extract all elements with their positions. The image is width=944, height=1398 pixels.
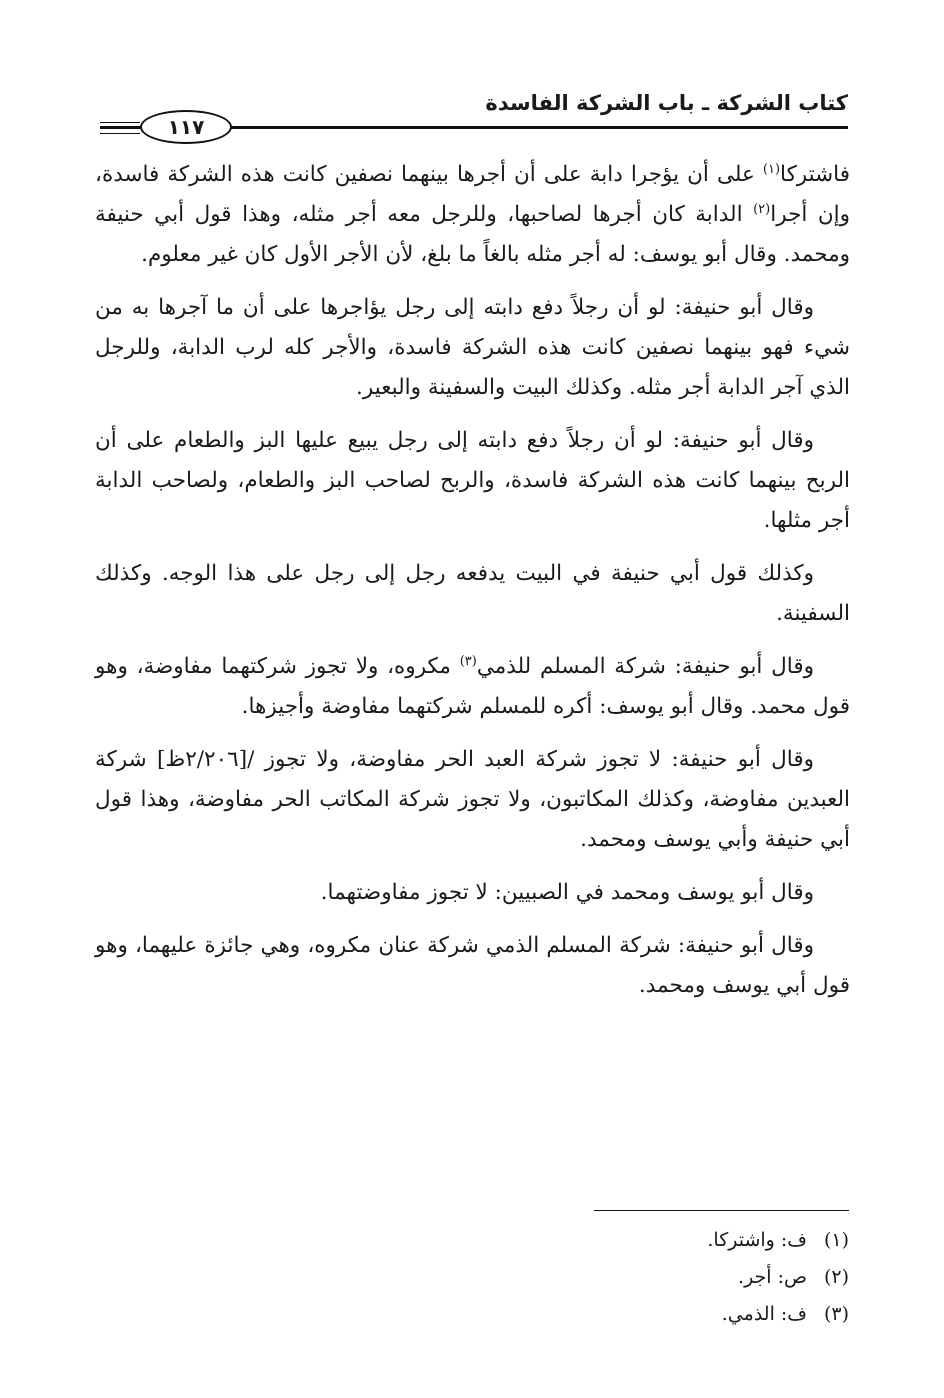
footnote-ref-2: (٢) <box>753 201 771 217</box>
page-number: ١١٧ <box>140 110 232 144</box>
footnote-number: (١) <box>823 1229 849 1251</box>
paragraph-5-b: مكروه، ولا تجوز شركتهما مفاوضة، وهو قول محمد. وقال أبو يوسف: أكره للمسلم شركتهما مفاوضة وأجيزها. <box>95 654 850 719</box>
footnote-text: ف: واشتركا. <box>707 1229 807 1251</box>
footnote-text: ص: أجر. <box>738 1266 807 1288</box>
footnote-1 <box>449 1222 849 1259</box>
header-title: كتاب الشركة ـ باب الشركة الفاسدة <box>485 91 848 115</box>
paragraph-1-c: الدابة كان أجرها لصاحبها، وللرجل معه أجر مثله، وهذا قول أبي حنيفة ومحمد. وقال أبو يوسف: له أجر مثله بالغاً ما بلغ، لأن الأجر الأول كان غير معلوم. <box>95 202 850 267</box>
running-header <box>100 88 848 148</box>
paragraph-4: وكذلك قول أبي حنيفة في البيت يدفعه رجل إلى رجل على هذا الوجه. وكذلك السفينة. <box>95 561 850 626</box>
paragraph-1 <box>95 155 850 275</box>
footnote-ref-1: (١) <box>762 161 781 177</box>
paragraph-7: وقال أبو يوسف ومحمد في الصبيين: لا تجوز مفاوضتهما. <box>320 880 814 905</box>
paragraph-2: وقال أبو حنيفة: لو أن رجلاً دفع دابته إلى رجل يؤاجرها على أن ما آجرها به من شيء فهو بينهما نصفين كانت هذه الشركة فاسدة، والأجر كله لرب الدابة، وللرجل الذي آجر الدابة أجر مثله. وكذلك البيت والسفينة والبعير. <box>95 295 850 400</box>
paragraph-8: وقال أبو حنيفة: شركة المسلم الذمي شركة عنان مكروه، وهي جائزة عليهما، وهو قول أبي يوسف ومحمد. <box>95 933 850 998</box>
paragraph-5 <box>95 647 850 727</box>
paragraph-1-a: فاشتركا <box>780 162 850 187</box>
footnote-2 <box>449 1259 849 1296</box>
footnote-ref-3: (٣) <box>459 653 477 669</box>
paragraph-5-a: وقال أبو حنيفة: شركة المسلم للذمي <box>476 654 814 679</box>
footnote-separator <box>594 1210 849 1211</box>
main-text <box>95 155 850 1019</box>
header-rule-thin-top <box>100 122 140 123</box>
header-rule-thin-bottom <box>100 133 140 134</box>
footnotes <box>449 1222 849 1333</box>
footnote-text: ف: الذمي. <box>721 1303 807 1325</box>
footnote-number: (٣) <box>823 1303 849 1325</box>
paragraph-6: وقال أبو حنيفة: لا تجوز شركة العبد الحر مفاوضة، ولا تجوز /[٢/٢٠٦ظ] شركة العبدين مفاوضة، وكذلك المكاتبون، ولا تجوز شركة المكاتب الحر مفاوضة، وهذا قول أبي حنيفة وأبي يوسف ومحمد. <box>95 747 850 852</box>
paragraph-1-b: على أن يؤجرا دابة على أن أجرها بينهما نصفين كانت هذه الشركة فاسدة، وإن أجرا <box>95 162 850 227</box>
paragraph-3: وقال أبو حنيفة: لو أن رجلاً دفع دابته إلى رجل يبيع عليها البز والطعام على أن الربح بينهما كانت هذه الشركة فاسدة، والربح لصاحب البز والطعام، ولصاحب الدابة أجر مثلها. <box>95 428 850 533</box>
footnote-3 <box>449 1296 849 1333</box>
footnote-number: (٢) <box>823 1266 849 1288</box>
